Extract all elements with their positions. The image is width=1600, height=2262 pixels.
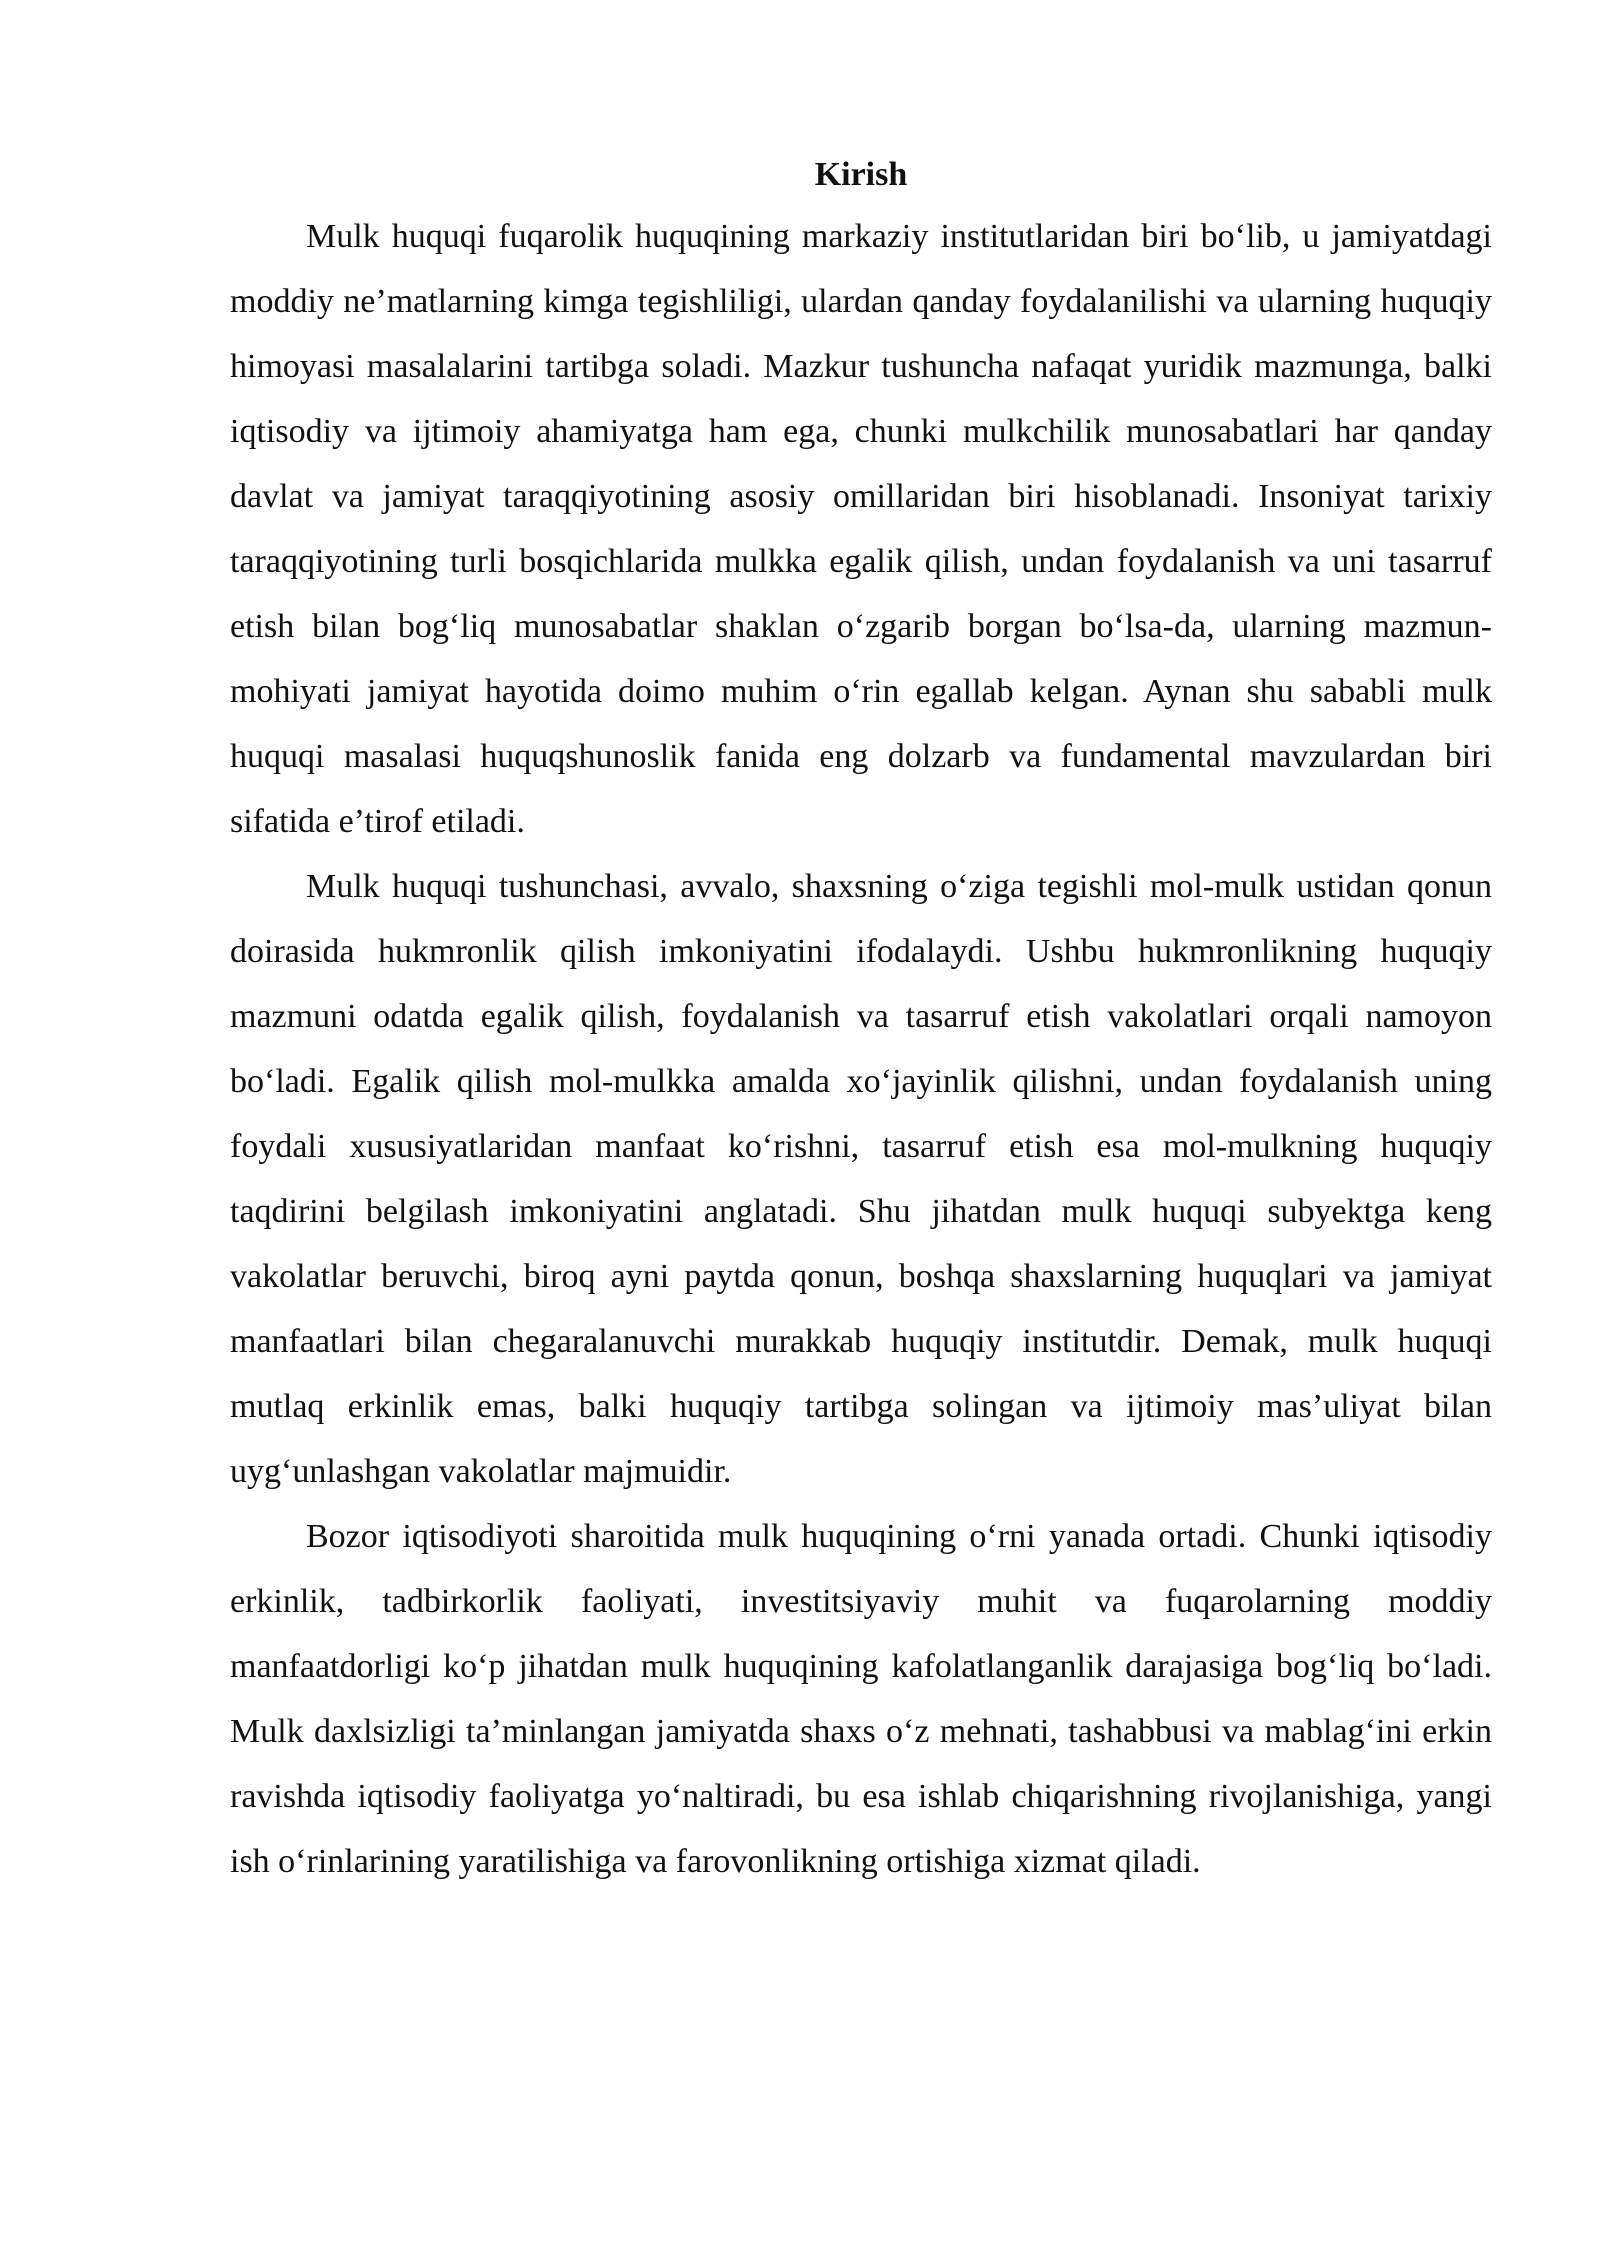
paragraph-2: Mulk huquqi tushunchasi, avvalo, shaxsning o‘ziga tegishli mol-mulk ustidan qonun doirasida hukmronlik qilish imkoniyatini ifodalaydi. Ushbu hukmronlikning huquqiy mazmuni odatda egalik qilish, foydalanish va tasarruf etish vakolatlari orqali namoyon bo‘ladi. Egalik qilish mol-mulkka amalda xo‘jayinlik qilishni, undan foydalanish uning foydali xususiyatlaridan manfaat ko‘rishni, tasarruf etish esa mol-mulkning huquqiy taqdirini belgilash imkoniyatini anglatadi. Shu jihatdan mulk huquqi subyektga keng vakolatlar beruvchi, biroq ayni paytda qonun, boshqa shaxslarning huquqlari va jamiyat manfaatlari bilan chegaralanuvchi murakkab huquqiy institutdir. Demak, mulk huquqi mutlaq erkinlik emas, balki huquqiy tartibga solingan va ijtimoiy mas’uliyat bilan uyg‘unlashgan vakolatlar majmuidir. (230, 868, 1492, 1490)
document-body (230, 150, 1492, 1894)
paragraph-3: Bozor iqtisodiyoti sharoitida mulk huquqining o‘rni yanada ortadi. Chunki iqtisodiy erkinlik, tadbirkorlik faoliyati, investitsiyaviy muhit va fuqarolarning moddiy manfaatdorligi ko‘p jihatdan mulk huquqining kafolatlanganlik darajasiga bog‘liq bo‘ladi. Mulk daxlsizligi ta’minlangan jamiyatda shaxs o‘z mehnati, tashabbusi va mablag‘ini erkin ravishda iqtisodiy faoliyatga yo‘naltiradi, bu esa ishlab chiqarishning rivojlanishiga, yangi ish o‘rinlarining yaratilishiga va farovonlikning ortishiga xizmat qiladi. (230, 1518, 1492, 1880)
page-title: Kirish (814, 156, 908, 193)
paragraph-1: Mulk huquqi fuqarolik huquqining markaziy institutlaridan biri bo‘lib, u jamiyatdagi moddiy ne’matlarning kimga tegishliligi, ulardan qanday foydalanilishi va ularning huquqiy himoyasi masalalarini tartibga soladi. Mazkur tushuncha nafaqat yuridik mazmunga, balki iqtisodiy va ijtimoiy ahamiyatga ham ega, chunki mulkchilik munosabatlari har qanday davlat va jamiyat taraqqiyotining asosiy omillaridan biri hisoblanadi. Insoniyat tarixiy taraqqiyotining turli bosqichlarida mulkka egalik qilish, undan foydalanish va uni tasarruf etish bilan bog‘liq munosabatlar shaklan o‘zgarib borgan bo‘lsa-da, ularning mazmun-mohiyati jamiyat hayotida doimo muhim o‘rin egallab kelgan. Aynan shu sababli mulk huquqi masalasi huquqshunoslik fanida eng dolzarb va fundamental mavzulardan biri sifatida e’tirof etiladi. (230, 218, 1492, 840)
